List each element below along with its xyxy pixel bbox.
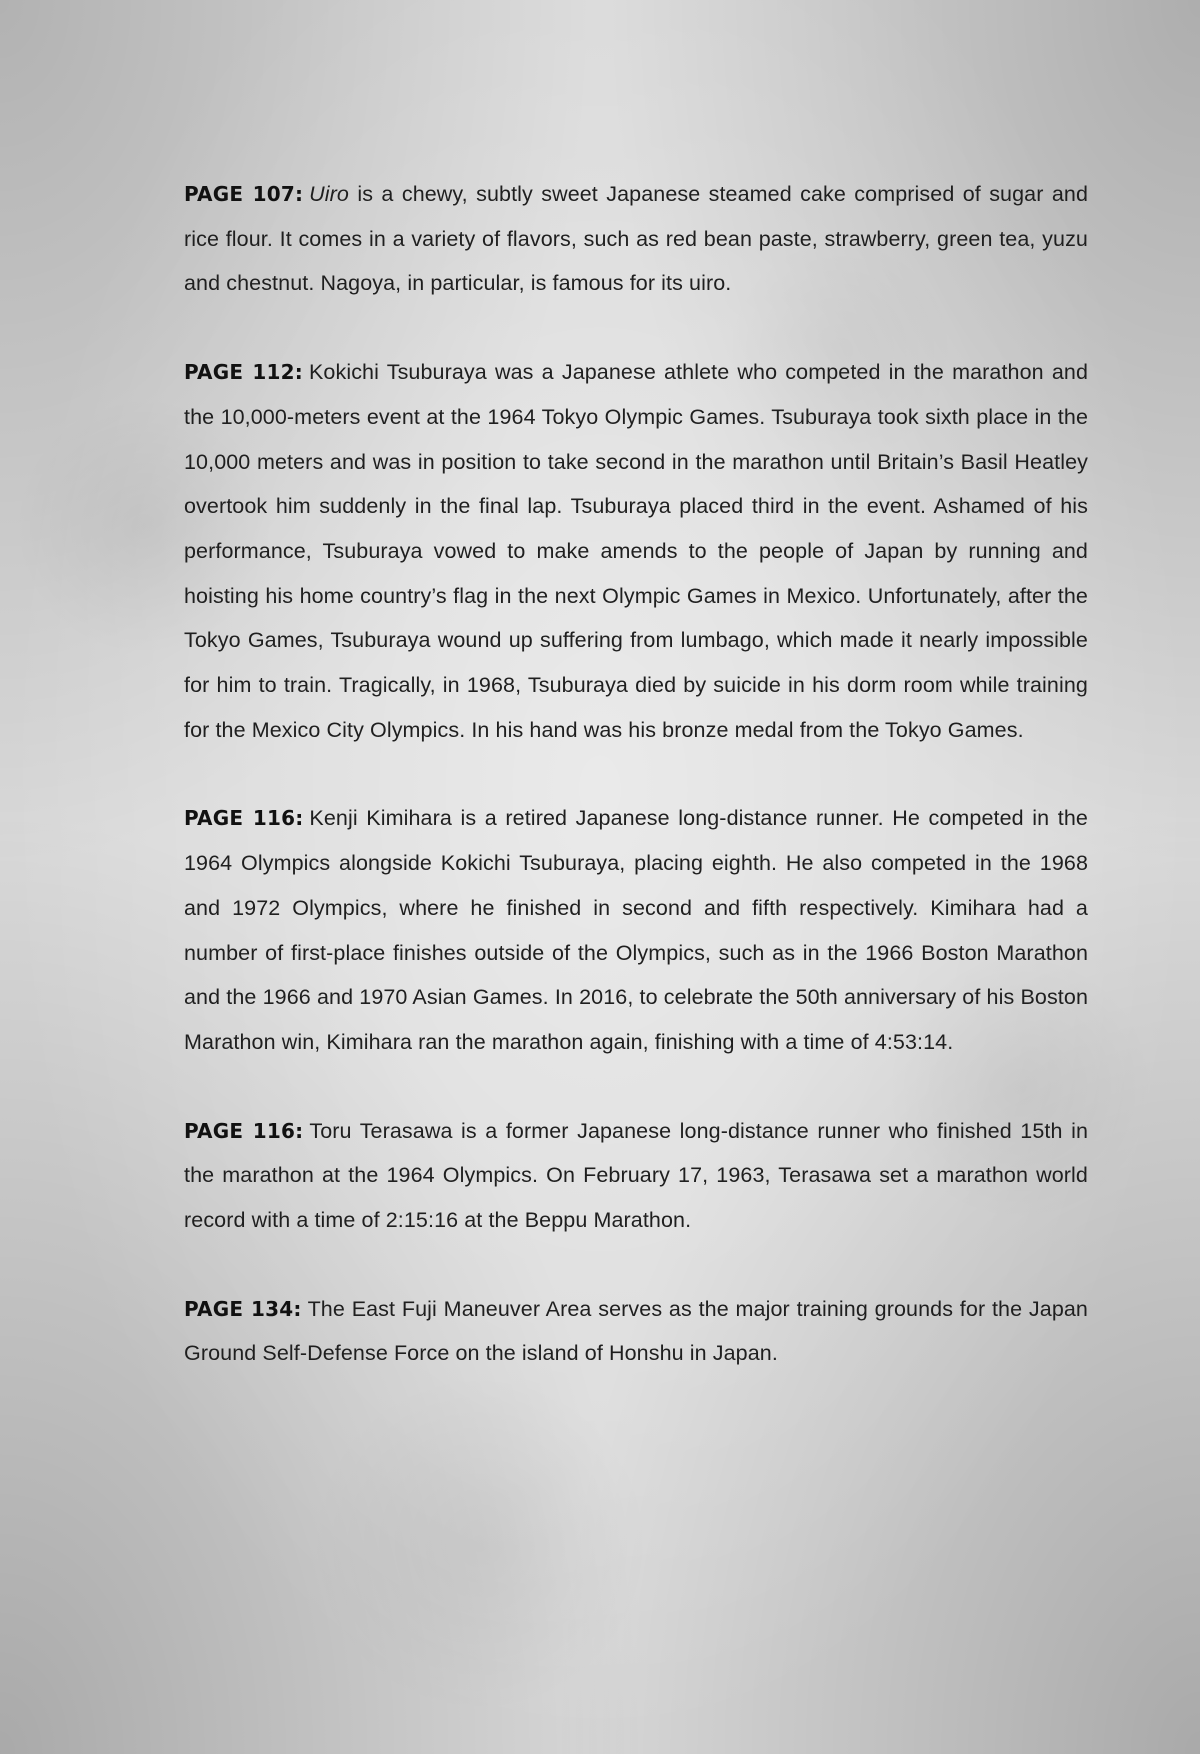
note-text: Kenji Kimihara is a retired Japanese long-distance runner. He competed in the 1964 Olympics alongside Kokichi Tsuburaya, placing eighth. He also competed in the 1968 and 1972 Olympics, where he finished in second and fifth respectively. Kimihara had a number of first-place finishes outside of the Olympics, such as in the 1966 Boston Marathon and the 1966 and 1970 Asian Games. In 2016, to celebrate the 50th anniversary of his Boston Marathon win, Kimihara ran the marathon again, finishing with a time of 4:53:14. — [184, 806, 1088, 1054]
note-text: is a chewy, subtly sweet Japanese steamed cake comprised of sugar and rice flour. It comes in a variety of flavors, such as red bean paste, strawberry, green tea, yuzu and chestnut. Nagoya, in particular, is famous for its uiro. — [184, 182, 1089, 296]
note-label: PAGE 116: — [184, 1118, 304, 1143]
note-page-107 — [184, 172, 1088, 306]
note-page-112 — [184, 350, 1088, 752]
translation-notes — [184, 172, 1088, 1420]
note-label: PAGE 107: — [184, 182, 304, 206]
note-label: PAGE 134: — [184, 1296, 302, 1321]
note-text: Toru Terasawa is a former Japanese long-distance runner who finished 15th in the marathon at the 1964 Olympics. On February 17, 1963, Terasawa set a marathon world record with a time of 2:15:16 at the Beppu Marathon. — [184, 1118, 1089, 1233]
note-label: PAGE 112: — [184, 360, 303, 385]
note-page-116-terasawa — [184, 1109, 1088, 1243]
note-page-134 — [184, 1287, 1088, 1376]
note-text: The East Fuji Maneuver Area serves as the major training grounds for the Japan Ground Self-Defense Force on the island of Honshu in Japan. — [184, 1296, 1088, 1366]
note-page-116-kimihara — [184, 796, 1088, 1064]
note-italic-term: Uiro — [309, 182, 349, 206]
note-label: PAGE 116: — [184, 806, 304, 831]
note-text: Kokichi Tsuburaya was a Japanese athlete who competed in the marathon and the 10,000-meters event at the 1964 Tokyo Olympic Games. Tsuburaya took sixth place in the 10,000 meters and was in position to take second in the marathon until Britain’s Basil Heatley overtook him suddenly in the final lap. Tsuburaya placed third in the event. Ashamed of his performance, Tsuburaya vowed to make amends to the people of Japan by running and hoisting his home country’s flag in the next Olympic Games in Mexico. Unfortunately, after the Tokyo Games, Tsuburaya wound up suffering from lumbago, which made it nearly impossible for him to train. Tragically, in 1968, Tsuburaya died by suicide in his dorm room while training for the Mexico City Olympics. In his hand was his bronze medal from the Tokyo Games. — [184, 360, 1089, 742]
